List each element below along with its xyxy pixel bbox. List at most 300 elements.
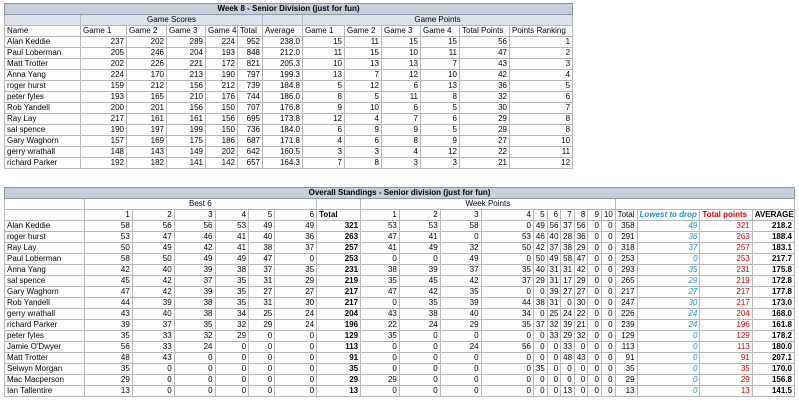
score-cell: 0	[588, 353, 602, 364]
best-total-cell: 129	[317, 331, 361, 342]
score-cell: 0	[561, 298, 575, 309]
score-cell: 318	[615, 243, 637, 254]
score-cell: 40	[440, 309, 481, 320]
score-cell: 0	[440, 232, 481, 243]
score-cell: 49	[215, 254, 249, 265]
player-name: Matt Trotter	[5, 59, 81, 70]
score-cell: 0	[588, 331, 602, 342]
score-cell: 184.8	[263, 81, 303, 92]
week-column-header: 3	[440, 210, 481, 221]
week-column-header: 5	[533, 210, 547, 221]
score-cell: 0	[275, 353, 317, 364]
week-column-header: Game 3	[167, 26, 206, 37]
score-cell: 35	[533, 364, 547, 375]
score-cell: 12	[345, 81, 382, 92]
score-cell: 49	[275, 221, 317, 232]
week-column-header: 2	[399, 210, 440, 221]
score-cell: 13	[345, 59, 382, 70]
week-column-header: 6	[547, 210, 561, 221]
best-total-cell: 257	[317, 243, 361, 254]
score-cell: 0	[601, 221, 615, 232]
score-cell: 0	[249, 364, 275, 375]
score-cell: 35	[361, 276, 400, 287]
score-cell: 50	[132, 254, 174, 265]
score-cell: 47	[361, 232, 400, 243]
score-cell: 0	[574, 386, 588, 397]
score-cell: 48	[84, 353, 132, 364]
player-name: Gary Waghorn	[5, 136, 81, 147]
player-name: Alan Keddie	[5, 221, 85, 232]
score-cell: 0	[481, 364, 533, 375]
score-cell: 0	[601, 232, 615, 243]
score-cell: 2	[510, 48, 573, 59]
score-cell: 0	[399, 386, 440, 397]
score-cell: 38	[561, 243, 575, 254]
score-cell: 33	[132, 331, 174, 342]
score-cell: 43	[574, 353, 588, 364]
table-row	[5, 243, 795, 254]
score-cell: 31	[561, 265, 575, 276]
score-cell: 11	[345, 37, 382, 48]
score-cell: 202	[81, 59, 127, 70]
score-cell: 253	[615, 254, 637, 265]
score-cell: 0	[174, 386, 215, 397]
player-name: Rob Yandell	[5, 103, 81, 114]
game-scores-group-header: Game Scores	[81, 15, 263, 26]
table-row	[5, 147, 573, 158]
score-cell: 0	[249, 353, 275, 364]
player-name: Rob Yandell	[5, 298, 85, 309]
score-cell: 29	[561, 331, 575, 342]
score-cell: 15	[382, 37, 421, 48]
total-points-cell: 321	[700, 221, 752, 232]
score-cell: 13	[615, 386, 637, 397]
score-cell: 50	[533, 254, 547, 265]
best-column-header: 2	[132, 210, 174, 221]
best-total-cell: 231	[317, 265, 361, 276]
score-cell: 190	[206, 70, 238, 81]
score-cell: 38	[361, 265, 400, 276]
table-row	[5, 287, 795, 298]
score-cell: 39	[547, 287, 561, 298]
total-points-cell: 13	[700, 386, 752, 397]
best-total-cell: 253	[317, 254, 361, 265]
total-points-cell: 217	[700, 298, 752, 309]
week-column-header: Game 1	[303, 26, 345, 37]
score-cell: 0	[601, 331, 615, 342]
score-cell: 29	[574, 243, 588, 254]
score-cell: 24	[174, 342, 215, 353]
score-cell: 0	[533, 309, 547, 320]
score-cell: 11	[303, 48, 345, 59]
score-cell: 199	[167, 125, 206, 136]
best-6-group-header: Best 6	[84, 199, 317, 210]
lowest-to-drop-cell: 27	[637, 287, 700, 298]
score-cell: 4	[510, 70, 573, 81]
score-cell: 190	[81, 125, 127, 136]
score-cell: 32	[174, 331, 215, 342]
score-cell: 42	[174, 243, 215, 254]
score-cell: 0	[275, 364, 317, 375]
score-cell: 42	[440, 276, 481, 287]
score-cell: 13	[303, 70, 345, 81]
score-cell: 29	[615, 375, 637, 386]
score-cell: 141	[167, 158, 206, 169]
lowest-to-drop-cell: 0	[637, 386, 700, 397]
best-total-cell: 91	[317, 353, 361, 364]
score-cell: 37	[547, 243, 561, 254]
lowest-to-drop-cell: 35	[637, 265, 700, 276]
score-cell: 49	[533, 221, 547, 232]
score-cell: 0	[601, 375, 615, 386]
score-cell: 0	[588, 320, 602, 331]
score-cell: 0	[174, 375, 215, 386]
score-cell: 8	[303, 92, 345, 103]
score-cell: 0	[481, 221, 533, 232]
score-cell: 10	[421, 70, 460, 81]
table-row	[5, 320, 795, 331]
best-total-header: Total	[317, 210, 361, 221]
score-cell: 42	[399, 287, 440, 298]
score-cell: 0	[533, 331, 547, 342]
lowest-to-drop-cell: 24	[637, 309, 700, 320]
player-name: roger hurst	[5, 232, 85, 243]
score-cell: 0	[481, 375, 533, 386]
score-cell: 687	[238, 136, 263, 147]
score-cell: 6	[382, 103, 421, 114]
score-cell: 0	[533, 342, 547, 353]
score-cell: 0	[533, 353, 547, 364]
score-cell: 56	[460, 37, 510, 48]
score-cell: 0	[601, 265, 615, 276]
score-cell: 24	[275, 309, 317, 320]
score-cell: 744	[238, 92, 263, 103]
score-cell: 952	[238, 37, 263, 48]
total-points-cell: 257	[700, 243, 752, 254]
score-cell: 42	[84, 265, 132, 276]
score-cell: 165	[127, 92, 167, 103]
player-name: Paul Loberman	[5, 254, 85, 265]
score-cell: 0	[399, 364, 440, 375]
score-cell: 172	[206, 59, 238, 70]
score-cell: 56	[547, 221, 561, 232]
score-cell: 3	[303, 147, 345, 158]
table-row	[5, 353, 795, 364]
total-points-cell: 196	[700, 320, 752, 331]
score-cell: 35	[615, 364, 637, 375]
score-cell: 0	[440, 353, 481, 364]
score-cell: 38	[215, 265, 249, 276]
score-cell: 11	[510, 147, 573, 158]
score-cell: 42	[132, 287, 174, 298]
average-cell: 217.7	[752, 254, 794, 265]
score-cell: 0	[588, 254, 602, 265]
score-cell: 29	[275, 276, 317, 287]
score-cell: 24	[399, 320, 440, 331]
score-cell: 221	[167, 59, 206, 70]
score-cell: 35	[481, 265, 533, 276]
week-column-header: Total Points	[460, 26, 510, 37]
score-cell: 0	[561, 364, 575, 375]
score-cell: 43	[361, 309, 400, 320]
score-cell: 40	[533, 265, 547, 276]
score-cell: 0	[361, 353, 400, 364]
score-cell: 49	[399, 243, 440, 254]
score-cell: 40	[547, 232, 561, 243]
score-cell: 237	[81, 37, 127, 48]
game-points-group-header: Game Points	[303, 15, 573, 26]
player-name: Jamie O'Dwyer	[5, 342, 85, 353]
score-cell: 45	[399, 276, 440, 287]
player-name: Matt Trotter	[5, 353, 85, 364]
score-cell: 0	[481, 254, 533, 265]
total-points-cell: 231	[700, 265, 752, 276]
score-cell: 6	[382, 81, 421, 92]
lowest-to-drop-cell: 37	[637, 243, 700, 254]
week-table-title: Week 8 - Senior Division (just for fun)	[5, 4, 573, 15]
score-cell: 37	[481, 276, 533, 287]
score-cell: 6	[421, 114, 460, 125]
week-column-header: Average	[263, 26, 303, 37]
score-cell: 41	[361, 243, 400, 254]
name-column-header	[5, 210, 85, 221]
score-cell: 25	[547, 309, 561, 320]
score-cell: 0	[481, 331, 533, 342]
score-cell: 39	[174, 287, 215, 298]
score-cell: 13	[84, 386, 132, 397]
score-cell: 246	[127, 48, 167, 59]
score-cell: 13	[382, 59, 421, 70]
score-cell: 150	[206, 125, 238, 136]
score-cell: 0	[547, 386, 561, 397]
score-cell: 35	[84, 331, 132, 342]
score-cell: 12	[421, 147, 460, 158]
score-cell: 43	[132, 353, 174, 364]
score-cell: 148	[81, 147, 127, 158]
score-cell: 0	[399, 342, 440, 353]
score-cell: 32	[215, 320, 249, 331]
score-cell: 0	[361, 254, 400, 265]
score-cell: 0	[215, 353, 249, 364]
score-cell: 156	[167, 81, 206, 92]
score-cell: 193	[206, 48, 238, 59]
score-cell: 0	[601, 353, 615, 364]
score-cell: 43	[460, 59, 510, 70]
total-points-cell: 217	[700, 287, 752, 298]
score-cell: 38	[533, 298, 547, 309]
score-cell: 0	[601, 320, 615, 331]
score-cell: 22	[574, 309, 588, 320]
score-cell: 49	[249, 221, 275, 232]
score-cell: 175	[167, 136, 206, 147]
total-points-cell: 35	[700, 364, 752, 375]
score-cell: 0	[601, 309, 615, 320]
score-cell: 42	[132, 276, 174, 287]
score-cell: 17	[561, 276, 575, 287]
score-cell: 47	[84, 287, 132, 298]
best-column-header: 6	[275, 210, 317, 221]
average-cell: 218.2	[752, 221, 794, 232]
score-cell: 199.3	[263, 70, 303, 81]
score-cell: 4	[303, 136, 345, 147]
score-cell: 0	[574, 375, 588, 386]
score-cell: 0	[601, 386, 615, 397]
score-cell: 9	[303, 103, 345, 114]
score-cell: 0	[481, 386, 533, 397]
score-cell: 36	[574, 232, 588, 243]
score-cell: 0	[547, 364, 561, 375]
best-total-cell: 35	[317, 364, 361, 375]
score-cell: 35	[215, 298, 249, 309]
score-cell: 32	[460, 92, 510, 103]
score-cell: 142	[206, 158, 238, 169]
score-cell: 205.3	[263, 59, 303, 70]
score-cell: 226	[127, 59, 167, 70]
lowest-to-drop-cell: 0	[637, 331, 700, 342]
score-cell: 642	[238, 147, 263, 158]
score-cell: 49	[132, 243, 174, 254]
score-cell: 0	[588, 309, 602, 320]
score-cell: 265	[615, 276, 637, 287]
best-total-cell: 321	[317, 221, 361, 232]
score-cell: 35	[174, 320, 215, 331]
score-cell: 9	[345, 125, 382, 136]
average-cell: 178.2	[752, 331, 794, 342]
score-cell: 29	[460, 125, 510, 136]
score-cell: 15	[303, 37, 345, 48]
score-cell: 91	[615, 353, 637, 364]
score-cell: 8	[421, 92, 460, 103]
score-cell: 53	[215, 221, 249, 232]
score-cell: 0	[574, 342, 588, 353]
score-cell: 39	[174, 265, 215, 276]
score-cell: 156	[167, 103, 206, 114]
score-cell: 27	[574, 287, 588, 298]
player-name: peter fyles	[5, 331, 85, 342]
score-cell: 29	[460, 114, 510, 125]
score-cell: 21	[460, 158, 510, 169]
score-cell: 29	[574, 276, 588, 287]
score-cell: 30	[460, 103, 510, 114]
score-cell: 56	[574, 221, 588, 232]
week-column-header: 8	[574, 210, 588, 221]
score-cell: 238.0	[263, 37, 303, 48]
score-cell: 170	[127, 70, 167, 81]
score-cell: 27	[249, 287, 275, 298]
score-cell: 821	[238, 59, 263, 70]
lowest-to-drop-cell: 29	[637, 276, 700, 287]
score-cell: 0	[249, 375, 275, 386]
week-column-header: 1	[361, 210, 400, 221]
score-cell: 37	[275, 243, 317, 254]
score-cell: 0	[275, 375, 317, 386]
table-row	[5, 114, 573, 125]
total-points-cell: 129	[700, 331, 752, 342]
best-total-cell: 263	[317, 232, 361, 243]
best-column-header: 1	[84, 210, 132, 221]
best-column-header: 4	[215, 210, 249, 221]
table-row	[5, 59, 573, 70]
score-cell: 27	[275, 287, 317, 298]
player-name: Selwyn Morgan	[5, 364, 85, 375]
score-cell: 0	[275, 254, 317, 265]
score-cell: 0	[533, 386, 547, 397]
table-row	[5, 125, 573, 136]
score-cell: 53	[399, 221, 440, 232]
score-cell: 37	[174, 276, 215, 287]
score-cell: 0	[547, 375, 561, 386]
score-cell: 41	[215, 232, 249, 243]
score-cell: 12	[382, 70, 421, 81]
score-cell: 25	[249, 309, 275, 320]
score-cell: 46	[533, 232, 547, 243]
score-cell: 0	[601, 276, 615, 287]
score-cell: 21	[574, 320, 588, 331]
score-cell: 695	[238, 114, 263, 125]
score-cell: 13	[561, 386, 575, 397]
score-cell: 36	[275, 232, 317, 243]
score-cell: 22	[361, 320, 400, 331]
score-cell: 149	[167, 147, 206, 158]
score-cell: 0	[601, 287, 615, 298]
score-cell: 5	[421, 103, 460, 114]
score-cell: 150	[206, 103, 238, 114]
score-cell: 15	[421, 37, 460, 48]
player-name: richard Parker	[5, 158, 81, 169]
lowest-to-drop-cell: 36	[637, 232, 700, 243]
score-cell: 0	[440, 386, 481, 397]
score-cell: 204	[167, 48, 206, 59]
player-name: roger hurst	[5, 81, 81, 92]
score-cell: 50	[84, 243, 132, 254]
score-cell: 0	[249, 342, 275, 353]
score-cell: 35	[215, 276, 249, 287]
score-cell: 43	[84, 309, 132, 320]
score-cell: 37	[561, 221, 575, 232]
score-cell: 217	[81, 114, 127, 125]
total-points-cell: 113	[700, 342, 752, 353]
score-cell: 159	[81, 81, 127, 92]
score-cell: 49	[547, 254, 561, 265]
score-cell: 0	[440, 331, 481, 342]
score-cell: 0	[399, 254, 440, 265]
score-cell: 156	[206, 114, 238, 125]
table-row	[5, 221, 795, 232]
week-column-header: Points Ranking	[510, 26, 573, 37]
score-cell: 217	[615, 287, 637, 298]
score-cell: 33	[132, 342, 174, 353]
table-row	[5, 158, 573, 169]
score-cell: 38	[174, 309, 215, 320]
score-cell: 24	[440, 342, 481, 353]
score-cell: 143	[127, 147, 167, 158]
score-cell: 0	[547, 353, 561, 364]
score-cell: 13	[421, 81, 460, 92]
score-cell: 35	[361, 331, 400, 342]
player-name: Ray Lay	[5, 243, 85, 254]
table-row	[5, 254, 795, 265]
score-cell: 56	[84, 342, 132, 353]
score-cell: 40	[132, 309, 174, 320]
score-cell: 58	[561, 254, 575, 265]
lowest-to-drop-cell: 30	[637, 298, 700, 309]
score-cell: 3	[510, 59, 573, 70]
score-cell: 0	[215, 364, 249, 375]
best-column-header: 3	[174, 210, 215, 221]
score-cell: 42	[533, 243, 547, 254]
score-cell: 224	[81, 70, 127, 81]
week-column-header: Game 2	[127, 26, 167, 37]
